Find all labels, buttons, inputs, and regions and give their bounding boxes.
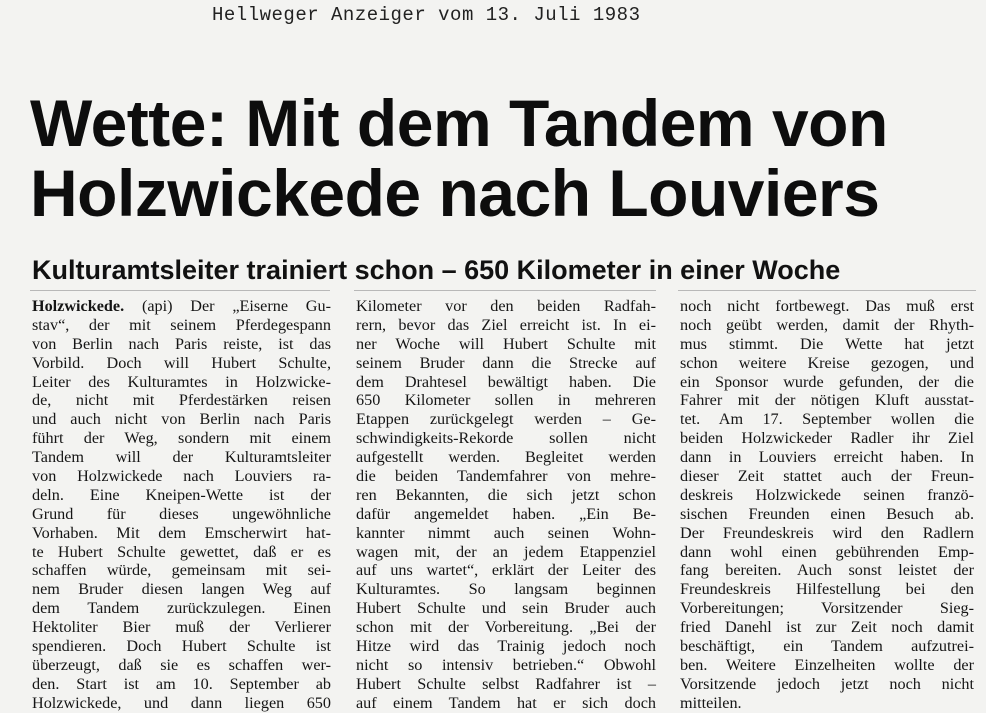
article-line: dem Tandem zurückzulegen. Einen [32, 599, 331, 618]
article-line: fried Danehl ist zur Zeit noch damit [680, 618, 974, 637]
article-line: von Holzwickede nach Louviers ra- [32, 467, 331, 486]
headline-line-2: Holzwickede nach Louviers [30, 156, 880, 230]
article-line: ein Sponsor wurde gefunden, der die [680, 372, 974, 391]
article-line: nem Bruder diesen langen Weg auf [32, 580, 331, 599]
article-line: Vorbereitungen; Vorsitzender Sieg- [680, 599, 974, 618]
article-column-1 [32, 297, 331, 713]
article-line: Der Freundeskreis wird den Radlern [680, 523, 974, 542]
article-line: schaffen würde, gemeinsam mit sei- [32, 561, 331, 580]
article-line: Kulturamtes. So langsam beginnen [356, 580, 656, 599]
article-line: Etappen zurückgelegt werden – Ge- [356, 410, 656, 429]
article-line: ben. Weitere Einzelheiten wollte der [680, 655, 974, 674]
article-line: stav“, der mit seinem Pferdegespann [32, 315, 331, 334]
article-line: rern, bevor das Ziel erreicht ist. In ei- [356, 315, 656, 334]
article-line: führt der Weg, sondern mit einem [32, 429, 331, 448]
article-line: Hubert Schulte selbst Radfahrer ist – [356, 674, 656, 693]
article-line: spendieren. Doch Hubert Schulte ist [32, 637, 331, 656]
article-line: dieser Zeit stattet auch der Freun- [680, 467, 974, 486]
article-line: Vorhaben. Mit dem Emscherwirt hat- [32, 523, 331, 542]
article-line: schon weitere Kreise gezogen, und [680, 353, 974, 372]
article-line: Hitze wird das Trainig jedoch noch [356, 637, 656, 656]
headline [30, 88, 960, 228]
article-line: mitteilen. [680, 693, 742, 712]
article-line: 650 Kilometer sollen in mehreren [356, 391, 656, 410]
divider-rule [30, 290, 330, 291]
article-line: noch nicht fortbewegt. Das muß erst [680, 297, 974, 315]
article-line: de, nicht mit Pferdestärken reisen [32, 391, 331, 410]
article-line: Freundeskreis Hilfestellung bei den [680, 580, 974, 599]
article-line: von Berlin nach Paris reiste, ist das [32, 334, 331, 353]
article-line: ner Woche will Hubert Schulte mit [356, 334, 656, 353]
article-column-2 [356, 297, 656, 713]
article-line: dann in Louviers erreicht haben. In [680, 448, 974, 467]
article-line: wagen mit, der an jedem Etappenziel [356, 542, 656, 561]
article-line: dann wohl einen gebührenden Emp- [680, 542, 974, 561]
article-line: Tandem will der Kulturamtsleiter [32, 448, 331, 467]
headline-line-1: Wette: Mit dem Tandem von [30, 86, 888, 160]
article-line: dafür angemeldet haben. „Ein Be- [356, 504, 656, 523]
article-line: deskreis Holzwickede seinen franzö- [680, 485, 974, 504]
article-line: auf einem Tandem hat er sich doch [356, 693, 656, 712]
article-line: Vorsitzende jedoch jetzt noch nicht [680, 674, 974, 693]
article-line: seinem Bruder dann die Strecke auf [356, 353, 656, 372]
article-line: fang bereiten. Auch sonst leistet der [680, 561, 974, 580]
article-line: auf uns wartet“, erklärt der Leiter des [356, 561, 656, 580]
article-line: die beiden Tandemfahrer von mehre- [356, 467, 656, 486]
article-line: den. Start ist am 10. September ab [32, 674, 331, 693]
article-line: schon mit der Vorbereitung. „Bei der [356, 618, 656, 637]
article-line: te Hubert Schulte gewettet, daß er es [32, 542, 331, 561]
article-line: schwindigkeits-Rekorde sollen nicht [356, 429, 656, 448]
article-line [32, 297, 331, 316]
article-line: Vorbild. Doch will Hubert Schulte, [32, 353, 331, 372]
article-line: Fahrer mit der nötigen Kluft ausstat- [680, 391, 974, 410]
article-line: Leiter des Kulturamtes in Holzwicke- [32, 372, 331, 391]
dateline: Holzwickede. [32, 297, 125, 315]
article-line: mus stimmt. Die Wette hat jetzt [680, 334, 974, 353]
source-line: Hellweger Anzeiger vom 13. Juli 1983 [212, 4, 641, 26]
article-line: beiden Holzwickeder Radler ihr Ziel [680, 429, 974, 448]
article-line: sischen Freunden einen Besuch ab. [680, 504, 974, 523]
article-line-text: (api) Der „Eiserne Gu- [124, 297, 331, 315]
article-line: aufgestellt werden. Begleitet werden [356, 448, 656, 467]
article-line: Kilometer vor den beiden Radfah- [356, 297, 656, 315]
subheadline: Kulturamtsleiter trainiert schon – 650 Kilometer in einer Woche [32, 255, 841, 285]
divider-rule [354, 290, 656, 291]
article-line: beschäftigt, ein Tandem aufzutrei- [680, 637, 974, 656]
article-line: dem Drahtesel bewältigt haben. Die [356, 372, 656, 391]
article-line: Hektoliter Bier muß der Verlierer [32, 618, 331, 637]
article-line: Grund für dieses ungewöhnliche [32, 504, 331, 523]
article-line: tet. Am 17. September wollen die [680, 410, 974, 429]
article-line: nicht so intensiv betrieben.“ Obwohl [356, 655, 656, 674]
article-column-3 [680, 297, 974, 713]
article-line: und auch nicht von Berlin nach Paris [32, 410, 331, 429]
article-line: kannter nimmt auch seinen Wohn- [356, 523, 656, 542]
article-line: ren Bekannten, die sich jetzt schon [356, 485, 656, 504]
article-line: Hubert Schulte und sein Bruder auch [356, 599, 656, 618]
article-line: noch geübt werden, damit der Rhyth- [680, 315, 974, 334]
divider-rule [678, 290, 976, 291]
article-line: Holzwickede, und dann liegen 650 [32, 693, 331, 712]
article-line: überzeugt, daß sie es schaffen wer- [32, 655, 331, 674]
article-line: deln. Eine Kneipen-Wette ist der [32, 485, 331, 504]
